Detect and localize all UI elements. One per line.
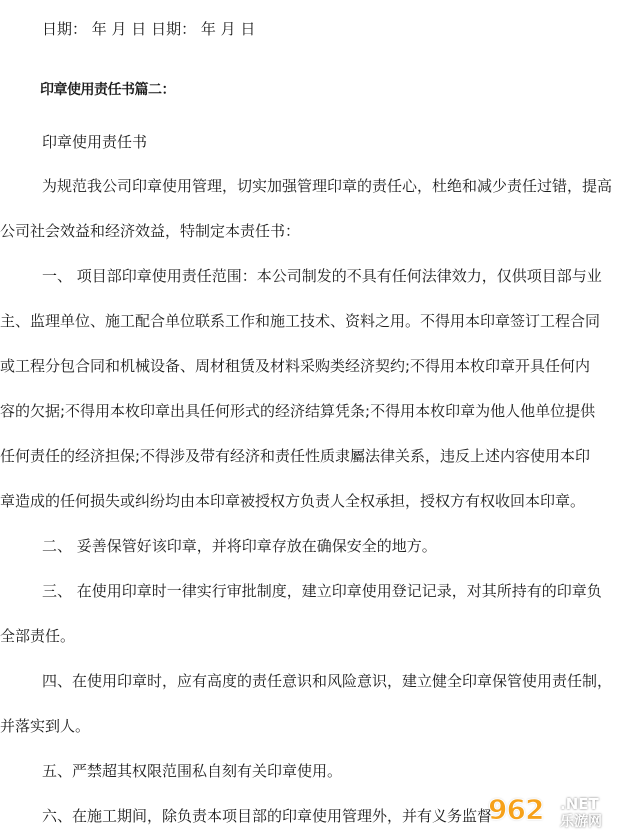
paragraph-line: 为规范我公司印章使用管理，切实加强管理印章的责任心，杜绝和减少责任过错，提高 [42, 177, 613, 195]
paragraph-line: 并落实到人。 [0, 717, 91, 735]
paragraph-line: 六、在施工期间，除负责本项目部的印章使用管理外，并有义务监督 [42, 807, 493, 825]
paragraph-line: 容的欠据;不得用本枚印章出具任何形式的经济结算凭条;不得用本枚印章为他人他单位提供 [0, 402, 596, 420]
paragraph-line: 二、 妥善保管好该印章，并将印章存放在确保安全的地方。 [42, 537, 437, 555]
section-heading: 印章使用责任书篇二： [40, 82, 175, 98]
watermark-site: 乐游网 [560, 814, 602, 830]
paragraph-line: 任何责任的经济担保;不得涉及带有经济和责任性质隶屬法律关系，违反上述内容使用本印 [0, 447, 591, 465]
paragraph-line: 一、 项目部印章使用责任范围：本公司制发的不具有任何法律效力，仅供项目部与业 [42, 267, 602, 285]
watermark-net: .NET [560, 795, 599, 813]
paragraph-line: 五、严禁超其权限范围私自刻有关印章使用。 [42, 762, 343, 780]
paragraph-line: 主、监理单位、施工配合单位联系工作和施工技术、资料之用。不得用本印章签订工程合同 [0, 312, 601, 330]
paragraph-line: 公司社会效益和经济效益，特制定本责任书： [0, 222, 301, 240]
paragraph-line: 四、在使用印章时，应有高度的责任意识和风险意识，建立健全印章保管使用责任制， [42, 672, 613, 690]
paragraph-line: 或工程分包合同和机械设备、周材租赁及材料采购类经济契约;不得用本枚印章开具任何内 [0, 357, 591, 375]
document-title: 印章使用责任书 [42, 133, 148, 151]
paragraph-line: 全部责任。 [0, 627, 76, 645]
watermark-number: 962 [488, 793, 544, 826]
paragraph-line: 章造成的任何损失或纠纷均由本印章被授权方负责人全权承担，授权方有权收回本印章。 [0, 492, 586, 510]
date-line: 日期： 年 月 日 日期： 年 月 日 [42, 20, 256, 38]
paragraph-line: 三、 在使用印章时一律实行审批制度，建立印章使用登记记录，对其所持有的印章负 [42, 582, 602, 600]
